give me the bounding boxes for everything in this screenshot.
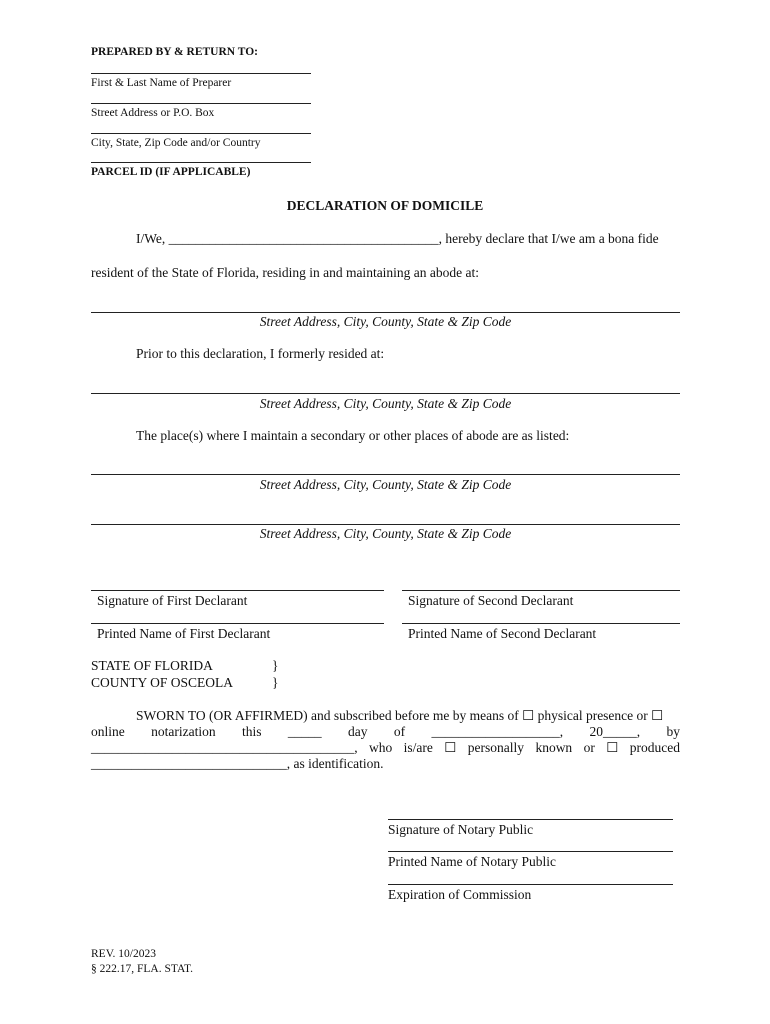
second-declarant-printed-label: Printed Name of Second Declarant: [408, 626, 597, 641]
city-state-line[interactable]: [91, 133, 311, 134]
second-declarant-signature-line[interactable]: [402, 590, 680, 591]
produced-id-checkbox[interactable]: ☐: [606, 740, 619, 755]
parcel-id-line[interactable]: [91, 162, 311, 163]
by-text: by: [666, 724, 680, 739]
venue-brace-1: }: [272, 658, 279, 673]
notary-signature-line[interactable]: [388, 819, 673, 820]
day-text: day: [348, 724, 368, 739]
secondary-address-line-2[interactable]: [91, 524, 680, 525]
of-text: of: [393, 724, 406, 739]
sworn-line-1: [136, 708, 663, 724]
or-text: or: [583, 740, 595, 755]
prior-address-caption: Street Address, City, County, State & Zip Code: [259, 396, 512, 411]
preparer-name-line[interactable]: [91, 73, 311, 74]
statute-reference: § 222.17, FLA. STAT.: [91, 963, 194, 975]
first-declarant-printed-label: Printed Name of First Declarant: [97, 626, 271, 641]
produced-text: produced: [629, 740, 680, 755]
venue-county: COUNTY OF OSCEOLA: [91, 675, 234, 690]
document-title: DECLARATION OF DOMICILE: [286, 198, 484, 213]
sworn-line-3: [91, 740, 680, 756]
venue-state: STATE OF FLORIDA: [91, 658, 213, 673]
secondary-address-caption-1: Street Address, City, County, State & Zip Code: [259, 477, 512, 492]
physical-presence-text: physical presence or: [537, 708, 648, 723]
prepared-by-heading: PREPARED BY & RETURN TO:: [91, 46, 258, 58]
street-address-label: Street Address or P.O. Box: [91, 107, 215, 119]
identification-line[interactable]: _____________________________, as identification.: [91, 756, 384, 771]
first-declarant-signature-line[interactable]: [91, 590, 384, 591]
physical-presence-checkbox[interactable]: ☐: [522, 708, 535, 723]
second-declarant-signature-label: Signature of Second Declarant: [408, 593, 574, 608]
year-blank[interactable]: 20_____,: [589, 724, 641, 739]
personally-known-checkbox[interactable]: ☐: [444, 740, 457, 755]
sworn-line-2: [91, 724, 680, 740]
notary-signature-label: Signature of Notary Public: [388, 822, 534, 837]
name-blank[interactable]: _______________________________________,: [91, 740, 358, 755]
declaration-line-1: [136, 231, 680, 247]
notary-expiration-line[interactable]: [388, 884, 673, 885]
current-address-line[interactable]: [91, 312, 680, 313]
this-text: this: [241, 724, 262, 739]
known-text: known: [535, 740, 573, 755]
street-address-line[interactable]: [91, 103, 311, 104]
current-address-caption: Street Address, City, County, State & Zip Code: [259, 314, 512, 329]
who-text: who: [369, 740, 393, 755]
prior-residence-text: Prior to this declaration, I formerly resided at:: [136, 346, 385, 361]
online-text: online: [91, 724, 125, 739]
preparer-name-label: First & Last Name of Preparer: [91, 77, 232, 89]
parcel-id-label: PARCEL ID (IF APPLICABLE): [91, 166, 251, 178]
is-are-text: is/are: [403, 740, 433, 755]
notary-printed-name-line[interactable]: [388, 851, 673, 852]
venue-brace-2: }: [272, 675, 279, 690]
notarization-text: notarization: [151, 724, 216, 739]
revision-date: REV. 10/2023: [91, 948, 156, 960]
month-blank[interactable]: ___________________,: [431, 724, 564, 739]
declaration-line-2: resident of the State of Florida, residing in and maintaining an abode at:: [91, 265, 480, 280]
online-notarization-checkbox[interactable]: ☐: [651, 708, 664, 723]
secondary-abode-text: The place(s) where I maintain a secondary or other places of abode are as listed:: [136, 428, 570, 443]
secondary-address-line-1[interactable]: [91, 474, 680, 475]
first-declarant-printed-line[interactable]: [91, 623, 384, 624]
notary-printed-name-label: Printed Name of Notary Public: [388, 854, 556, 869]
prior-address-line[interactable]: [91, 393, 680, 394]
personally-text: personally: [467, 740, 525, 755]
second-declarant-printed-line[interactable]: [402, 623, 680, 624]
secondary-address-caption-2: Street Address, City, County, State & Zip Code: [259, 526, 512, 541]
city-state-label: City, State, Zip Code and/or Country: [91, 137, 261, 149]
declaration-text-1: I/We, ________________________________________, hereby declare that I/we am a bona fide: [136, 231, 659, 246]
day-blank[interactable]: _____: [287, 724, 322, 739]
first-declarant-signature-label: Signature of First Declarant: [97, 593, 248, 608]
notary-expiration-label: Expiration of Commission: [388, 887, 532, 902]
sworn-text: SWORN TO (OR AFFIRMED) and subscribed before me by means of: [136, 708, 519, 723]
